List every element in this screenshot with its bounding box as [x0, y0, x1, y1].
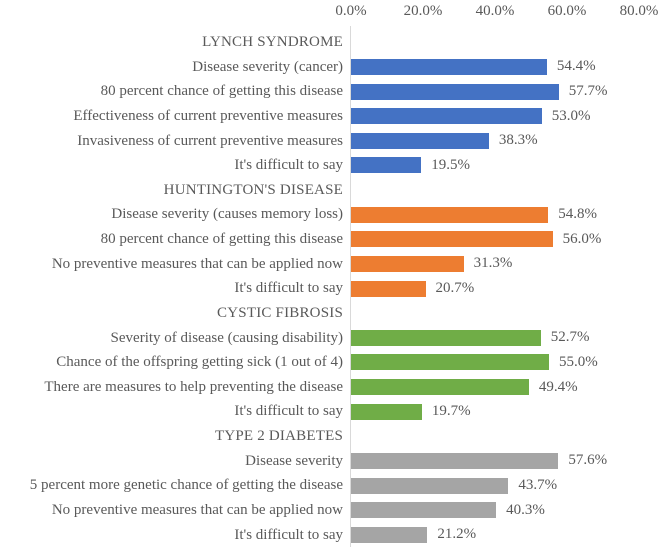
- category-label: Invasiveness of current preventive measures: [77, 132, 343, 149]
- bar-row: [0, 79, 669, 104]
- bar-row: [0, 350, 669, 375]
- bar: [351, 354, 549, 370]
- category-label: 80 percent chance of getting this disease: [100, 83, 343, 100]
- group-header-label: CYSTIC FIBROSIS: [217, 304, 343, 321]
- category-label: Severity of disease (causing disability): [110, 329, 343, 346]
- bar: [351, 108, 542, 124]
- group-header-row: [0, 301, 669, 326]
- group-header-label: HUNTINGTON'S DISEASE: [163, 181, 343, 198]
- value-label: 52.7%: [550, 329, 590, 346]
- plot-area: [350, 79, 669, 104]
- value-label: 55.0%: [559, 353, 598, 370]
- bar-row: [0, 523, 669, 547]
- x-axis-tick-label: 20.0%: [403, 3, 443, 19]
- bar-row: [0, 326, 669, 351]
- category-label: Disease severity: [245, 452, 343, 469]
- bar: [351, 478, 508, 494]
- plot-area: [350, 449, 669, 474]
- group-header-label: TYPE 2 DIABETES: [215, 428, 343, 445]
- bar: [351, 256, 464, 272]
- bar: [351, 133, 489, 149]
- bar-row: [0, 276, 669, 301]
- bar-row: [0, 473, 669, 498]
- category-label: There are measures to help preventing the disease: [44, 378, 343, 395]
- bar-row: [0, 375, 669, 400]
- category-label: 5 percent more genetic chance of getting the disease: [29, 477, 343, 494]
- bar: [351, 453, 558, 469]
- x-axis-tick-label: 40.0%: [475, 3, 515, 19]
- bar-row: [0, 449, 669, 474]
- plot-area: [350, 129, 669, 154]
- category-label: Disease severity (causes memory loss): [111, 206, 343, 223]
- category-label: 80 percent chance of getting this disease: [100, 231, 343, 248]
- category-label: No preventive measures that can be applied now: [51, 255, 343, 272]
- plot-area-empty: [350, 30, 669, 55]
- value-label: 49.4%: [538, 378, 578, 395]
- plot-area-empty: [350, 424, 669, 449]
- bar-row: [0, 55, 669, 80]
- bar-row: [0, 153, 669, 178]
- plot-area-empty: [350, 178, 669, 203]
- bar: [351, 207, 548, 223]
- category-label: Effectiveness of current preventive measures: [73, 107, 343, 124]
- plot-area: [350, 523, 669, 547]
- value-label: 20.7%: [435, 280, 475, 297]
- bar: [351, 379, 529, 395]
- bar-row: [0, 252, 669, 277]
- bar: [351, 157, 421, 173]
- bar: [351, 59, 547, 75]
- plot-area: [350, 202, 669, 227]
- plot-area: [350, 252, 669, 277]
- bar-row: [0, 129, 669, 154]
- bar: [351, 281, 426, 297]
- plot-area: [350, 276, 669, 301]
- value-label: 31.3%: [473, 255, 513, 272]
- value-label: 56.0%: [562, 230, 602, 247]
- chart-rows: [0, 30, 669, 547]
- category-label: It's difficult to say: [234, 157, 343, 174]
- value-label: 21.2%: [437, 526, 477, 543]
- x-axis: [0, 0, 669, 28]
- value-label: 54.8%: [558, 206, 598, 223]
- value-label: 54.4%: [556, 58, 596, 75]
- value-label: 43.7%: [518, 477, 558, 494]
- plot-area: [350, 153, 669, 178]
- value-label: 57.7%: [568, 83, 608, 100]
- plot-area: [350, 375, 669, 400]
- bar: [351, 527, 427, 543]
- plot-area: [350, 227, 669, 252]
- bar-row: [0, 104, 669, 129]
- bar-row: [0, 399, 669, 424]
- value-label: 40.3%: [506, 501, 545, 518]
- plot-area-empty: [350, 301, 669, 326]
- bar: [351, 231, 553, 247]
- value-label: 57.6%: [568, 452, 608, 469]
- plot-area: [350, 399, 669, 424]
- group-header-row: [0, 178, 669, 203]
- value-label: 53.0%: [551, 107, 591, 124]
- bar-row: [0, 498, 669, 523]
- plot-area: [350, 55, 669, 80]
- x-axis-tick-label: 60.0%: [547, 3, 587, 19]
- bar: [351, 404, 422, 420]
- value-label: 19.5%: [431, 156, 470, 173]
- category-label: It's difficult to say: [234, 526, 343, 543]
- x-axis-tick-label: 80.0%: [619, 3, 659, 19]
- x-axis-tick-label: 0.0%: [335, 3, 367, 19]
- group-header-row: [0, 30, 669, 55]
- group-header-row: [0, 424, 669, 449]
- bar: [351, 84, 559, 100]
- plot-area: [350, 473, 669, 498]
- value-label: 38.3%: [498, 132, 538, 149]
- bar-row: [0, 202, 669, 227]
- bar: [351, 502, 496, 518]
- bar: [351, 330, 541, 346]
- group-header-label: LYNCH SYNDROME: [202, 34, 343, 51]
- category-label: Chance of the offspring getting sick (1 out of 4): [56, 354, 343, 371]
- plot-area: [350, 104, 669, 129]
- category-label: It's difficult to say: [234, 280, 343, 297]
- category-label: Disease severity (cancer): [192, 58, 343, 75]
- plot-area: [350, 326, 669, 351]
- bar-row: [0, 227, 669, 252]
- value-label: 19.7%: [431, 403, 471, 420]
- plot-area: [350, 498, 669, 523]
- category-label: No preventive measures that can be applied now: [51, 501, 343, 518]
- category-label: It's difficult to say: [234, 403, 343, 420]
- plot-area: [350, 350, 669, 375]
